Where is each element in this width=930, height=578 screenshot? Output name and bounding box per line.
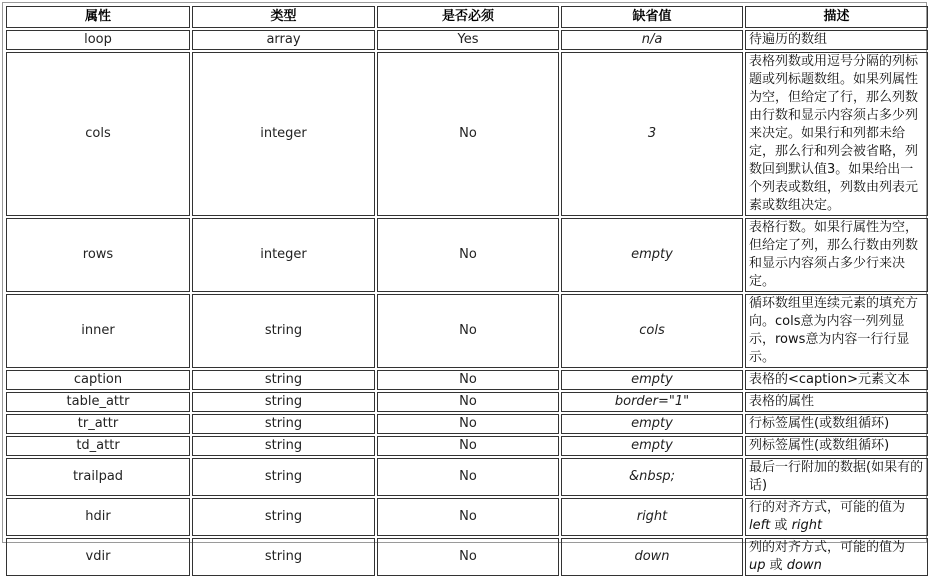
cell-default: empty [561, 436, 743, 456]
table-row [6, 52, 928, 216]
cell-required: No [377, 218, 559, 292]
cell-required: No [377, 458, 559, 496]
cell-attribute: caption [6, 370, 190, 390]
table-row [6, 414, 928, 434]
cell-description: 循环数组里连续元素的填充方向。cols意为内容一列列显示，rows意为内容一行行显示。 [745, 294, 928, 368]
header-attribute: 属性 [6, 6, 190, 28]
table-row [6, 294, 928, 368]
cell-required: No [377, 370, 559, 390]
cell-type: array [192, 30, 375, 50]
cell-description: 行标签属性(或数组循环) [745, 414, 928, 434]
cell-description: 表格的<caption>元素文本 [745, 370, 928, 390]
cell-attribute: td_attr [6, 436, 190, 456]
description-text: 列的对齐方式，可能的值为 [749, 540, 906, 555]
cell-description: 表格行数。如果行属性为空，但给定了列，那么行数由列数和显示内容须占多少行来决定。 [745, 218, 928, 292]
cell-attribute: table_attr [6, 392, 190, 412]
cell-default: down [561, 538, 743, 576]
cell-description: 列标签属性(或数组循环) [745, 436, 928, 456]
cell-attribute: loop [6, 30, 190, 50]
cell-required: Yes [377, 30, 559, 50]
parameter-table [4, 4, 930, 578]
cell-required: No [377, 392, 559, 412]
table-row [6, 538, 928, 576]
cell-required: No [377, 498, 559, 536]
cell-attribute: inner [6, 294, 190, 368]
cell-description: 待遍历的数组 [745, 30, 928, 50]
cell-type: integer [192, 52, 375, 216]
header-type: 类型 [192, 6, 375, 28]
cell-type: string [192, 392, 375, 412]
cell-type: string [192, 414, 375, 434]
header-default: 缺省值 [561, 6, 743, 28]
cell-description [745, 538, 928, 576]
cell-attribute: trailpad [6, 458, 190, 496]
cell-type: string [192, 498, 375, 536]
cell-type: string [192, 294, 375, 368]
cell-type: string [192, 458, 375, 496]
cell-default: right [561, 498, 743, 536]
cell-description: 表格的属性 [745, 392, 928, 412]
cell-required: No [377, 52, 559, 216]
option-left: left [749, 518, 771, 533]
cell-required: No [377, 414, 559, 434]
cell-description: 表格列数或用逗号分隔的列标题或列标题数组。如果列属性为空，但给定了行，那么列数由行数和显示内容须占多少列来决定。如果行和列都未给定，那么行和列会被省略，列数回到默认值3。如果给出一个列表或数组，列数由列表元素或数组决定。 [745, 52, 928, 216]
cell-description: 最后一行附加的数据(如果有的话) [745, 458, 928, 496]
table-row [6, 458, 928, 496]
cell-attribute: vdir [6, 538, 190, 576]
cell-type: integer [192, 218, 375, 292]
cell-attribute: cols [6, 52, 190, 216]
table-row [6, 498, 928, 536]
cell-attribute: tr_attr [6, 414, 190, 434]
or-text: 或 [770, 518, 792, 533]
table-row [6, 218, 928, 292]
cell-default: border="1" [561, 392, 743, 412]
header-required: 是否必须 [377, 6, 559, 28]
header-row [6, 6, 928, 28]
table-row [6, 370, 928, 390]
option-down: down [786, 558, 822, 573]
cell-required: No [377, 538, 559, 576]
cell-default: empty [561, 218, 743, 292]
cell-attribute: rows [6, 218, 190, 292]
cell-default: 3 [561, 52, 743, 216]
cell-required: No [377, 294, 559, 368]
cell-type: string [192, 538, 375, 576]
cell-default: cols [561, 294, 743, 368]
option-right: right [791, 518, 823, 533]
description-text: 行的对齐方式，可能的值为 [749, 500, 906, 515]
option-up: up [749, 558, 766, 573]
cell-default: empty [561, 370, 743, 390]
table-row [6, 436, 928, 456]
cell-default: &nbsp; [561, 458, 743, 496]
cell-attribute: hdir [6, 498, 190, 536]
header-description: 描述 [745, 6, 928, 28]
table-row [6, 30, 928, 50]
cell-type: string [192, 436, 375, 456]
cell-description [745, 498, 928, 536]
cell-default: empty [561, 414, 743, 434]
table-row [6, 392, 928, 412]
or-text: 或 [765, 558, 787, 573]
cell-required: No [377, 436, 559, 456]
cell-default: n/a [561, 30, 743, 50]
cell-type: string [192, 370, 375, 390]
